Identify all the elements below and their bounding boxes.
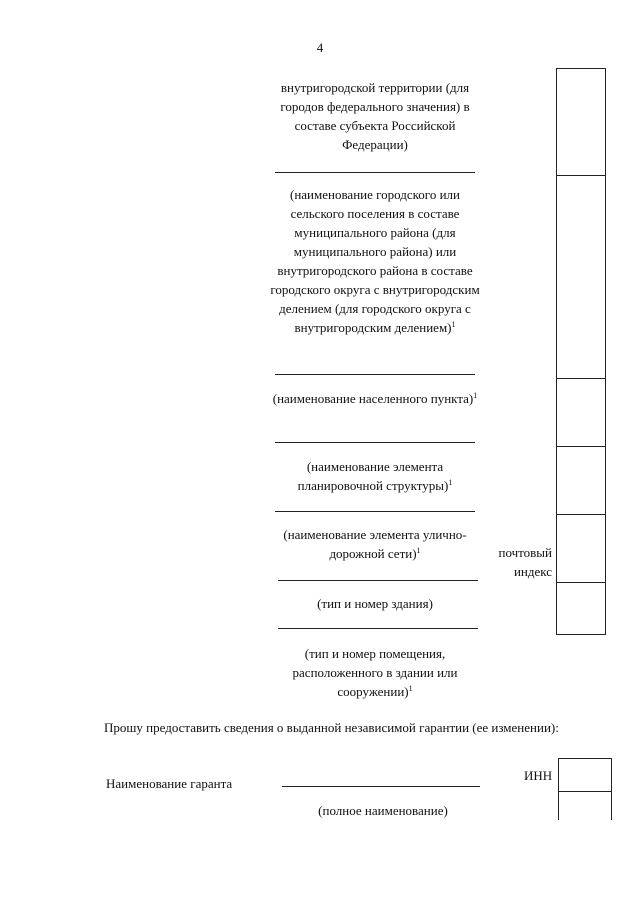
field-caption-locality — [270, 389, 480, 408]
field-caption-building — [270, 594, 480, 613]
entry-box-federal-city-territory[interactable] — [556, 68, 606, 176]
field-caption-premises — [270, 644, 480, 701]
fill-line-road-network[interactable] — [275, 511, 475, 512]
fill-line-premises[interactable] — [278, 628, 478, 629]
field-caption-federal-city-territory — [270, 78, 480, 154]
field-caption-text: (наименование городского или сельского поселения в составе муниципального района (для муниципального района) или внутригородского района в составе городского округа с внутригородским делением (для городского округа с внутригородским делением) — [270, 187, 480, 335]
field-caption-text: внутригородской территории (для городов федерального значения) в составе субъекта Российской Федерации) — [280, 80, 470, 152]
entry-box-locality[interactable] — [556, 378, 606, 447]
inn-entry-box[interactable] — [558, 758, 612, 792]
entry-box-postal-index[interactable] — [556, 514, 606, 583]
fill-line-building[interactable] — [278, 580, 478, 581]
footnote-mark: 1 — [408, 684, 413, 693]
entry-box-settlement[interactable] — [556, 174, 606, 379]
entry-box-building[interactable] — [556, 582, 606, 635]
field-caption-text: (наименование населенного пункта) — [272, 391, 474, 406]
entry-box-planning-structure[interactable] — [556, 446, 606, 515]
field-caption-text: (тип и номер здания) — [317, 596, 433, 611]
footnote-mark: 1 — [451, 320, 456, 329]
field-caption-text: (наименование элемента планировочной структуры) — [297, 459, 449, 493]
footnote-mark: 1 — [448, 478, 453, 487]
footnote-mark: 1 — [473, 391, 478, 400]
field-caption-text: (тип и номер помещения, расположенного в здании или сооружении) — [292, 646, 458, 699]
inn-label: ИНН — [524, 768, 553, 783]
field-caption-settlement — [270, 185, 480, 337]
guarantor-name-caption: (полное наименование) — [318, 803, 448, 818]
fill-line-planning-structure[interactable] — [275, 442, 475, 443]
page-number: 4 — [316, 40, 324, 55]
field-caption-text: (наименование элемента улично-дорожной сети) — [283, 527, 467, 561]
inn-entry-box-continuation[interactable] — [558, 790, 612, 820]
guarantor-name-label: Наименование гаранта — [106, 776, 233, 791]
fill-line-locality[interactable] — [275, 374, 475, 375]
footnote-mark: 1 — [416, 546, 421, 555]
postal-index-label: почтовый индекс — [498, 545, 552, 579]
fill-line-settlement[interactable] — [275, 172, 475, 173]
field-caption-planning-structure — [270, 457, 480, 495]
guarantor-name-line[interactable] — [282, 786, 480, 787]
request-paragraph: Прошу предоставить сведения о выданной независимой гарантии (ее изменении): — [104, 720, 559, 735]
field-caption-road-network — [270, 525, 480, 563]
